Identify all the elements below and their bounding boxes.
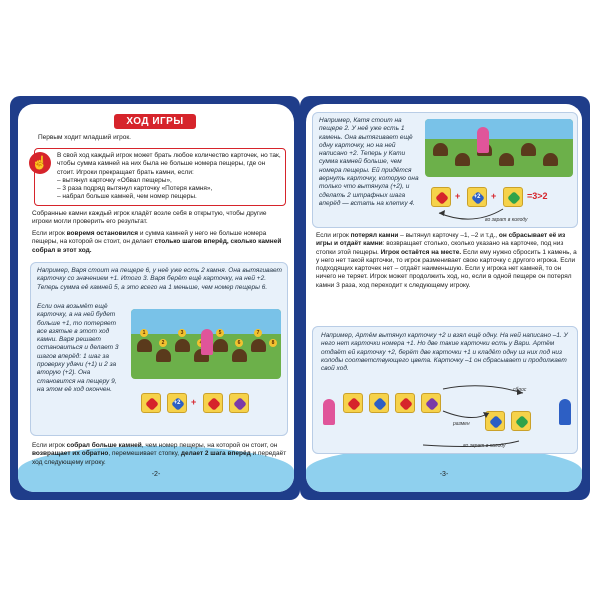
bold-span: возвращает их обратно (32, 450, 109, 458)
text-span: , перемешивает стопку, (108, 450, 181, 458)
rule-condition: – 3 раза подряд вытянул карточку «Потеря камня», (57, 185, 213, 193)
example-text-side: Если она возьмёт ещё карточку, а на ней будет больше +1, то потеряет все взятые в этот ход камни. Варя решает остановиться и делает 3 шагов вперёд: 1 шаг за проверку удачи (+1) и 2 за вторую (+2). Она становится на пещеру 9, на этом её ход окончен. (37, 303, 119, 393)
cave (156, 349, 171, 362)
cave (455, 153, 470, 166)
page-number: -3- (439, 471, 449, 478)
arrow-label: сброс (513, 387, 527, 393)
red-gem-icon (435, 191, 449, 205)
plus-icon: + (191, 397, 197, 407)
rule-condition: – вытянул карточку «Обвал пещеры», (57, 176, 172, 184)
hand-pointer-icon: ☝ (29, 152, 51, 174)
cave (433, 143, 448, 156)
first-move-text: Первым ходит младший игрок. (38, 134, 131, 141)
cave (499, 153, 514, 166)
card-value: +2 (173, 400, 181, 406)
gem-card (203, 393, 223, 413)
rule-condition: – набрал больше камней, чем номер пещеры. (57, 193, 197, 201)
show-cards-text: Собранные камни каждый игрок кладёт возле себя в открытую, чтобы другие игроки могли проверить его результат. (32, 210, 267, 226)
sky (425, 119, 573, 139)
arrow-label: во зврат в колоду (485, 217, 528, 223)
cave-number: 1 (140, 329, 148, 337)
gem-card (431, 187, 451, 207)
gem-card (167, 393, 187, 413)
text-span: и сумма камней у него не больше номера пещеры, на которой он стоит, он делает (32, 230, 267, 246)
gem-card (467, 187, 487, 207)
rules-intro: В свой ход каждый игрок может брать любое количество карточек, но так, чтобы сумма камней на них была не больше номера пещеры, где он стоит. Игроки прекращает брать камни, если: (57, 152, 281, 176)
arrow-label: размен (453, 421, 470, 427)
green-gem-icon (507, 191, 521, 205)
gem-card (343, 393, 363, 413)
bold-span: делает 2 шага вперёд (180, 450, 251, 458)
red-gem-icon (399, 397, 413, 411)
gem-card (229, 393, 249, 413)
example-box-artem (312, 326, 578, 454)
arrow-label: во зврат в колоду (463, 443, 506, 449)
cave-number: 6 (235, 339, 243, 347)
text-span: Если ему нужно сбросить 1 камень, а у него нет такой карточки, то игрок разменивает свою карточку с другого игрока. Если подходящих карточек нет – отдаёт наименьшую. Если у игрока нет камней, то он ничего не теряет. Игрок может продолжить ход, но, если в одной пещере он потерял камни 3 раза, ход переходит к следующему игроку. (316, 248, 577, 289)
gem-card (369, 393, 389, 413)
player-figure-icon (559, 399, 571, 425)
example-box-varya (30, 262, 288, 436)
example-text: Например, Катя стоит на пещере 2. У неё уже есть 1 камень. Она вытягивает ещё одну карточку, но на ней написано +2. Теперь у Кати сумма камней больше, чем номера пещеры. Ей придётся вернуть карточку, которую она только что вытянула (+2), и сделать 2 штрафных шага вперёд — встать на клетку 4. (319, 117, 419, 207)
cave (251, 339, 266, 352)
bold-span: вовремя остановился (66, 230, 139, 237)
blue-gem-icon (373, 397, 387, 411)
rules-box (31, 148, 286, 206)
lost-stones-rule (316, 232, 578, 290)
overdraw-rule (32, 442, 288, 467)
result-text: =3>2 (527, 191, 548, 201)
example-text: Например, Артём вытянул карточку +2 и взял ещё одну. На ней написано –1. У него нет карточки номера +1. Но две такие карточки есть у Вари. Артём отдаёт ей карточку +2, берёт две карточки +1 и кладёт одну из них под низ колоды соответствующего цвета. Карточку –1 он сбрасывает и продолжает свой ход. (321, 332, 568, 373)
text-span: Если игрок (32, 442, 67, 449)
gem-card (395, 393, 415, 413)
red-gem-icon (207, 397, 221, 411)
bold-span: он сбрасывает её из игры и отдаёт камни (316, 232, 566, 248)
cave-number: 8 (269, 339, 277, 347)
cave-number: 5 (216, 329, 224, 337)
cave-number: 7 (254, 329, 262, 337)
text-span: , чем номер пещеры, на которой он стоит, он (141, 442, 278, 449)
bold-span: собрал больше камней (66, 442, 142, 449)
cave (543, 153, 558, 166)
left-page-content (18, 104, 294, 492)
player-figure-icon (201, 329, 213, 355)
left-page (10, 96, 300, 500)
page-title: ХОД ИГРЫ (114, 114, 196, 129)
cave-illustration (425, 119, 573, 177)
plus-icon: + (491, 191, 497, 201)
purple-gem-icon (233, 397, 247, 411)
player-figure-icon (477, 127, 489, 153)
cave-number: 2 (159, 339, 167, 347)
cave (521, 143, 536, 156)
page-number: -2- (151, 471, 161, 478)
text-span: и передаёт ход следующему игроку. (32, 450, 287, 466)
right-page (300, 96, 590, 500)
cave-illustration (131, 309, 281, 379)
text-span: Если игрок (316, 232, 351, 239)
example-box-katya (312, 112, 578, 228)
cave (175, 339, 190, 352)
card-value: +2 (473, 194, 481, 200)
bold-span: столько шагов вперёд, сколько камней собрал в этот ход. (32, 238, 282, 254)
right-page-content (306, 104, 582, 492)
gem-card (141, 393, 161, 413)
bold-span: Игрок остаётся на месте. (380, 248, 462, 256)
player-figure-icon (323, 399, 335, 425)
cave (137, 339, 152, 352)
plus-icon: + (455, 191, 461, 201)
stopped-rule (32, 230, 288, 255)
example-text-top: Например, Варя стоит на пещере 6, у неё уже есть 2 камня. Она вытягивает карточку со значением +1. Итого 3. Варя берёт ещё карточку, на ней +2. Теперь сумма её камней 5, а это всего на 1 меньше, чем номер пещеры 6. (37, 267, 282, 291)
red-gem-icon (347, 397, 361, 411)
bold-span: потерял камни (350, 232, 399, 239)
cave (232, 349, 247, 362)
text-span: : возвращает столько, сколько указано на карточке, под низ стопки этой пещеры. (316, 240, 564, 256)
red-gem-icon (145, 397, 159, 411)
cave (213, 339, 228, 352)
text-span: Если игрок (32, 230, 67, 237)
cave-number: 3 (178, 329, 186, 337)
gem-card (503, 187, 523, 207)
text-span: – вытянул карточку –1, –2 и т.д., (398, 232, 499, 239)
